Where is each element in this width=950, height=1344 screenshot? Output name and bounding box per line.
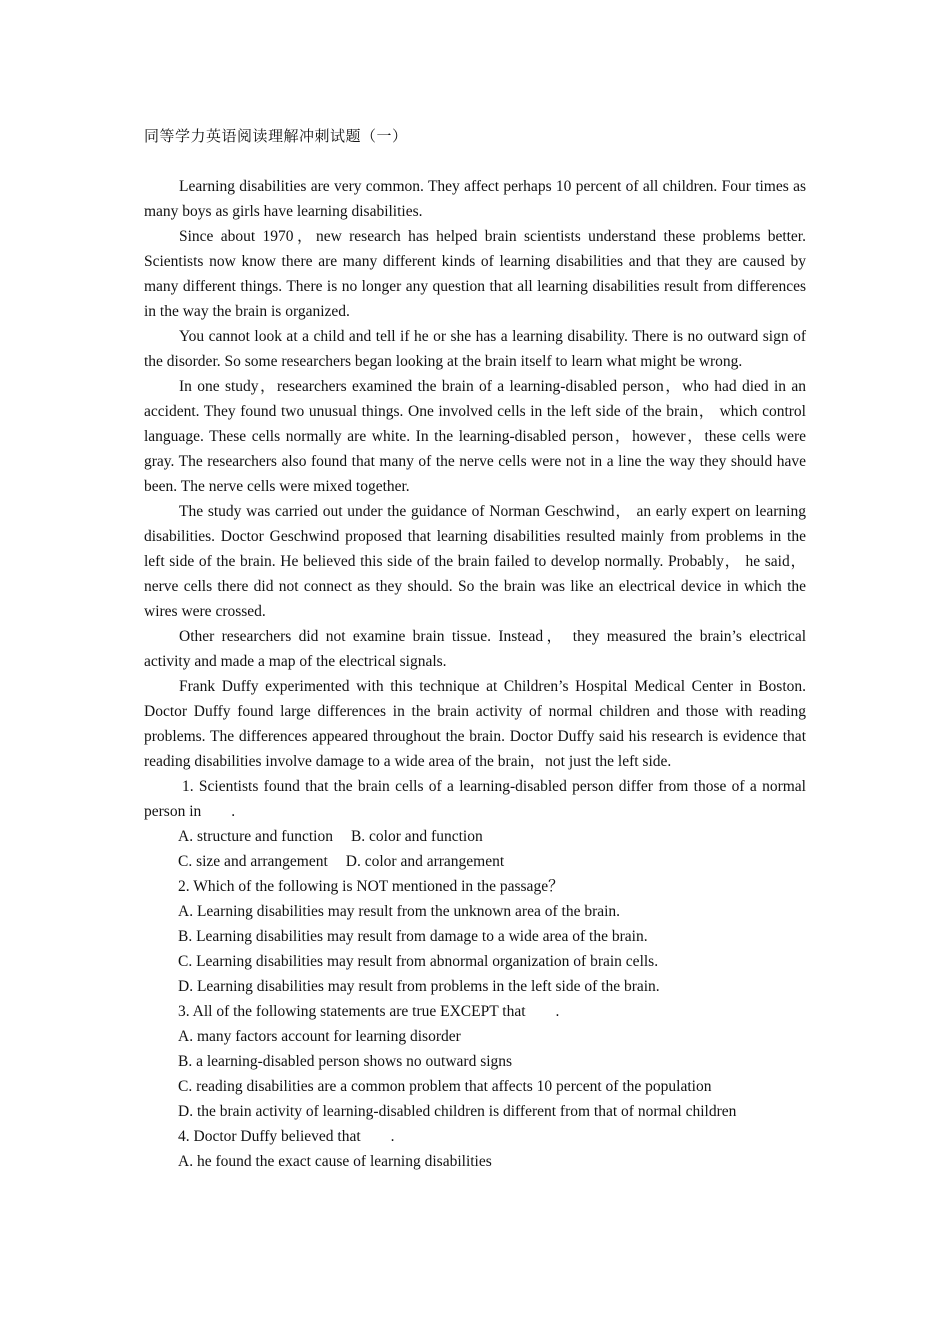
document-page: [144, 124, 806, 1174]
question-4-text: 4. Doctor Duffy believed that: [178, 1128, 361, 1145]
question-4-option-a: A. he found the exact cause of learning disabilities: [178, 1153, 492, 1170]
question-1-options-ab: [144, 824, 806, 849]
question-2-option-a: A. Learning disabilities may result from the unknown area of the brain.: [178, 903, 621, 920]
question-2-option-c: C. Learning disabilities may result from abnormal organization of brain cells.: [178, 953, 659, 970]
question-3-option-c: C. reading disabilities are a common problem that affects 10 percent of the population: [178, 1078, 712, 1095]
option-c: C. size and arrangement: [178, 853, 328, 870]
option-a: A. structure and function: [178, 828, 333, 845]
passage-paragraph-5: The study was carried out under the guidance of Norman Geschwind， an early expert on learning disabilities. Doctor Geschwind proposed that learning disabilities resulted mainly from problems in the left side of the brain. He believed this side of the brain failed to develop normally. Probably， he said， nerve cells there did not connect as they should. So the brain was like an electrical device in which the wires were crossed.: [144, 503, 806, 620]
question-1-text: 1. Scientists found that the brain cells of a learning-disabled person differ from those of a normal person in: [144, 778, 806, 820]
question-2-option-b: B. Learning disabilities may result from damage to a wide area of the brain.: [178, 928, 648, 945]
question-3-option-b: B. a learning-disabled person shows no outward signs: [178, 1053, 513, 1070]
question-3-end: .: [555, 1003, 560, 1020]
question-3-text: 3. All of the following statements are true EXCEPT that: [178, 1003, 526, 1020]
question-3-option-d: D. the brain activity of learning-disabled children is different from that of normal children: [178, 1103, 737, 1120]
passage-paragraph-6: Other researchers did not examine brain tissue. Instead， they measured the brain’s electrical activity and made a map of the electrical signals.: [144, 628, 806, 670]
question-2-stem: 2. Which of the following is NOT mentioned in the passage？: [178, 878, 564, 895]
question-1-end: .: [231, 803, 236, 820]
question-4-end: .: [390, 1128, 395, 1145]
passage-paragraph-7: Frank Duffy experimented with this technique at Children’s Hospital Medical Center in Boston. Doctor Duffy found large differences in the brain activity of normal children and those with reading problems. The differences appeared throughout the brain. Doctor Duffy said his research is evidence that reading disabilities involve damage to a wide area of the brain，not just the left side.: [144, 678, 806, 770]
question-1-options-cd: [144, 849, 806, 874]
question-3-stem: [144, 999, 806, 1024]
question-2-option-d: D. Learning disabilities may result from problems in the left side of the brain.: [178, 978, 660, 995]
passage-paragraph-2: Since about 1970，new research has helped brain scientists understand these problems better. Scientists now know there are many different kinds of learning disabilities and that they are caused by many different things. There is no longer any question that all learning disabilities result from differences in the way the brain is organized.: [144, 228, 806, 320]
page-title: 同等学力英语阅读理解冲刺试题（一）: [144, 127, 408, 145]
option-d: D. color and arrangement: [345, 853, 505, 870]
passage-paragraph-4: In one study，researchers examined the brain of a learning-disabled person，who had died in an accident. They found two unusual things. One involved cells in the left side of the brain， which control language. These cells normally are white. In the learning-disabled person，however，these cells were gray. The researchers also found that many of the nerve cells were not in a line the way they should have been. The nerve cells were mixed together.: [144, 378, 806, 495]
question-3-option-a: A. many factors account for learning disorder: [178, 1028, 461, 1045]
passage-paragraph-3: You cannot look at a child and tell if he or she has a learning disability. There is no outward sign of the disorder. So some researchers began looking at the brain itself to learn what might be wrong.: [144, 328, 806, 370]
question-1-stem: [144, 774, 806, 824]
option-b: B. color and function: [350, 828, 483, 845]
question-4-stem: [144, 1124, 806, 1149]
passage-paragraph-1: Learning disabilities are very common. They affect perhaps 10 percent of all children. Four times as many boys as girls have learning disabilities.: [144, 178, 806, 220]
